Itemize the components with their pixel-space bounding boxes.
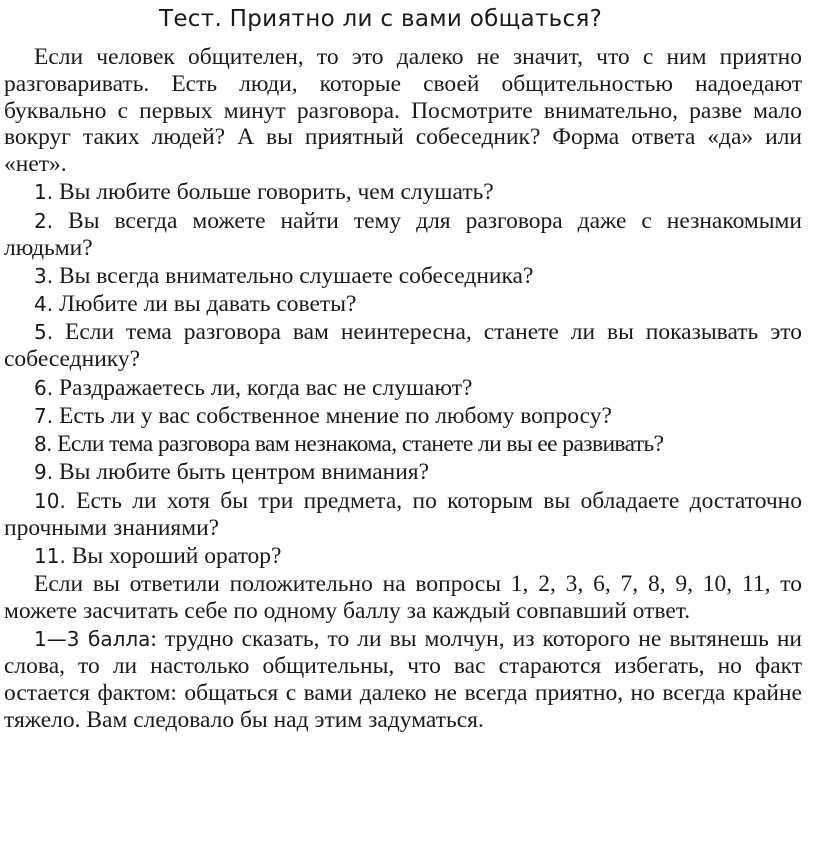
question-text: Вы хороший оратор? [65, 542, 282, 569]
question-text: Есть ли хотя бы три предмета, по которым вы обладаете достаточно прочными знаниями? [4, 487, 802, 541]
question-text: Вы любите больше говорить, чем слушать? [53, 179, 494, 206]
question-item [4, 459, 802, 486]
result-score-range: 1—3 балла [34, 627, 151, 652]
question-text: Вы любите быть центром внимания? [53, 459, 430, 486]
question-number: 2. [34, 208, 54, 233]
scoring-paragraph: Если вы ответили положительно на вопросы 1, 2, 3, 6, 7, 8, 9, 10, 11, то можете засчитать себе по одному баллу за каждый совпавший ответ. [4, 571, 802, 624]
question-text: Есть ли у вас собственное мнение по любому вопросу? [53, 402, 612, 429]
question-item [4, 488, 802, 542]
question-item [4, 431, 802, 458]
question-item [4, 319, 802, 373]
question-number: 7. [34, 403, 54, 428]
question-item [4, 403, 802, 430]
test-title: Тест. Приятно ли с вами общаться? [159, 6, 603, 32]
question-number: 10. [34, 488, 66, 513]
result-text: : трудно сказать, то ли вы молчун, из которого не вытянешь ни слова, то ли настолько общительны, что вас стараются избегать, но факт остается фактом: общаться с вами далеко не всегда приятно, но всегда крайне тяжело. Вам следовало бы над этим задуматься. [4, 626, 802, 733]
intro-paragraph: Если человек общителен, то это далеко не значит, что с ним приятно разговаривать. Есть люди, которые своей общительностью надоедают буквально с первых минут разговора. Посмотрите внимательно, разве мало вокруг таких людей? А вы приятный собеседник? Форма ответа «да» или «нет». [4, 44, 802, 178]
question-number: 4. [34, 292, 54, 317]
question-text: Если тема разговора вам незнакома, станете ли вы ее развивать? [51, 431, 664, 458]
question-item [4, 543, 802, 570]
question-text: Вы всегда можете найти тему для разговора даже с незнакомыми людьми? [4, 207, 802, 261]
question-number: 8. [34, 432, 52, 457]
question-text: Вы всегда внимательно слушаете собеседника? [53, 262, 534, 289]
question-item [4, 263, 802, 290]
result-paragraph [4, 626, 802, 733]
question-text: Любите ли вы давать советы? [53, 291, 357, 318]
question-item [4, 291, 802, 318]
question-number: 6. [34, 375, 54, 400]
question-number: 5. [34, 320, 54, 345]
question-item [4, 375, 802, 402]
question-number: 3. [34, 263, 54, 288]
question-number: 9. [34, 460, 54, 485]
question-item [4, 208, 802, 262]
question-item [4, 179, 802, 206]
question-number: 1. [34, 180, 54, 205]
question-text: Раздражаетесь ли, когда вас не слушают? [53, 374, 473, 401]
question-number: 11. [34, 543, 66, 568]
question-text: Если тема разговора вам неинтересна, станете ли вы показывать это собеседнику? [4, 319, 802, 373]
